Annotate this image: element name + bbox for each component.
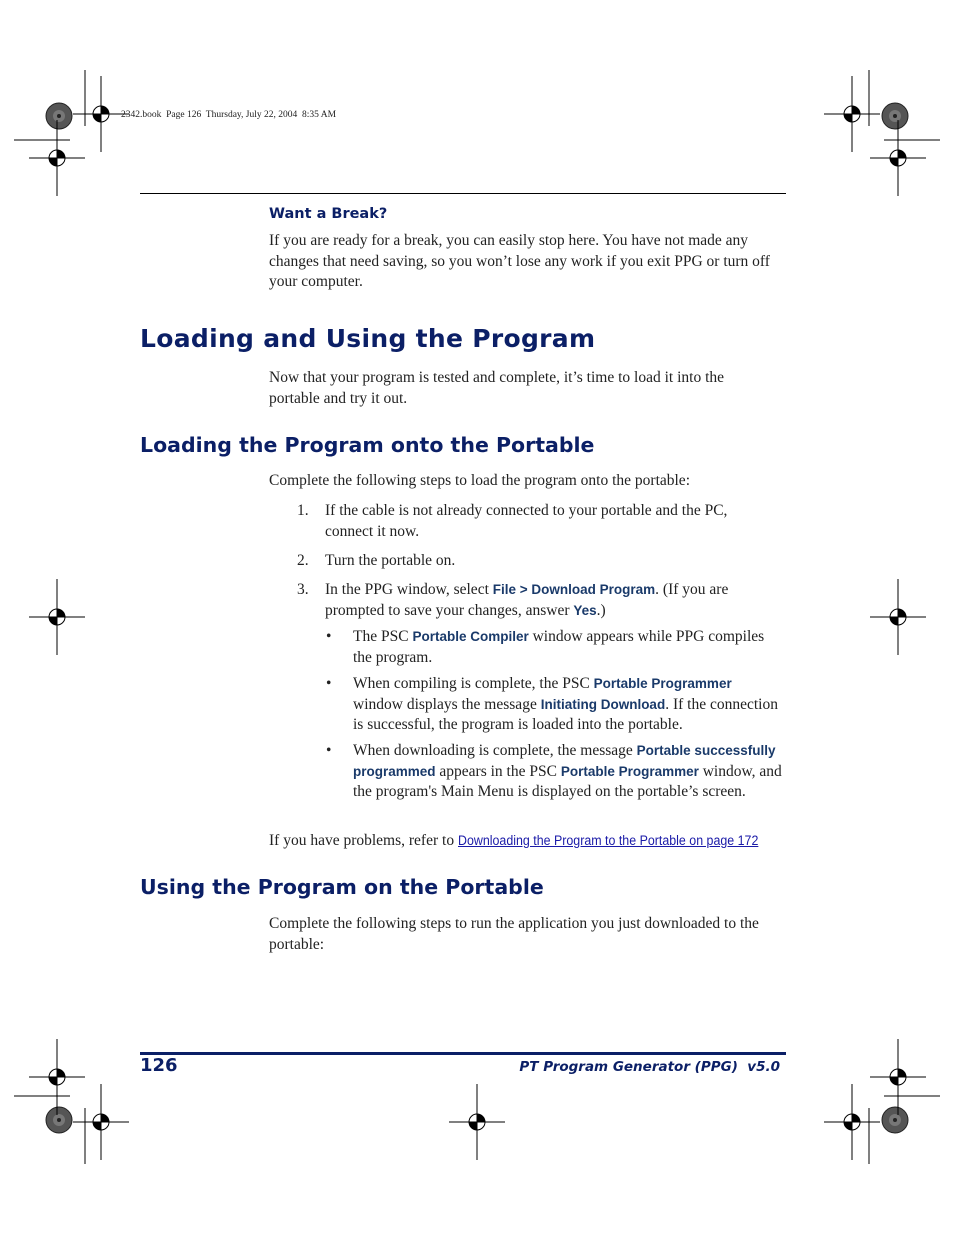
crosshair-icon [870, 579, 926, 655]
main-intro: Now that your program is tested and complete, it’s time to load it into the portable and try it out. [269, 369, 725, 407]
step-number: 3. [297, 581, 309, 598]
bullet-icon: • [326, 628, 332, 645]
bullet-text-c: . If the connection is successful, the program is loaded into the portable. [353, 695, 778, 733]
crosshair-icon [29, 120, 85, 196]
crosshair-icon [870, 120, 926, 196]
file-stamp: 2342.book Page 126 Thursday, July 22, 2004 8:35 AM [121, 110, 337, 120]
crosshair-icon [449, 1084, 505, 1160]
step-number: 2. [297, 552, 309, 569]
page-number: 126 [140, 1055, 178, 1076]
menu-path: File > Download Program [492, 582, 656, 597]
crosshair-icon [824, 76, 880, 152]
step-text-a: In the PPG window, select [325, 581, 493, 598]
bullet-text [353, 627, 785, 668]
break-heading: Want a Break? [269, 206, 388, 222]
registration-star-icon [46, 1107, 72, 1133]
crosshair-icon [73, 1084, 129, 1160]
cross-reference-link[interactable]: Downloading the Program to the Portable on page 172 [457, 833, 759, 848]
bullet-text [353, 741, 785, 803]
step-text: Turn the portable on. [325, 552, 456, 569]
message-text: Initiating Download [540, 696, 666, 712]
bullet-text-a: The PSC [353, 628, 413, 645]
bullet-icon: • [326, 742, 332, 759]
registration-star-icon [46, 103, 72, 129]
bullet-text-a: When compiling is complete, the PSC [353, 675, 594, 692]
using-intro: Complete the following steps to run the application you just downloaded to the portable: [269, 915, 759, 953]
crosshair-icon [29, 1039, 85, 1115]
window-name: Portable Compiler [412, 629, 529, 644]
footer-title: PT Program Generator (PPG) v5.0 [519, 1059, 780, 1075]
top-rule [140, 193, 786, 194]
loading-intro: Complete the following steps to load the program onto the portable: [269, 472, 690, 489]
bullet-text-a: When downloading is complete, the message [353, 742, 637, 759]
step-text-b: . (If you are prompted to save your changes, answer [325, 581, 729, 619]
step-text [325, 580, 765, 621]
bullet-text-b: window displays the message [353, 695, 541, 713]
step-text-c: .) [596, 601, 606, 619]
problems-line [269, 831, 789, 852]
crosshair-icon [824, 1084, 880, 1160]
registration-star-icon [882, 1107, 908, 1133]
bullet-text-c: window, and the program's Main Menu is displayed on the portable’s screen. [353, 762, 782, 800]
window-name: Portable Programmer [560, 763, 699, 779]
answer-yes: Yes [573, 602, 597, 618]
step-text: If the cable is not already connected to your portable and the PC, connect it now. [325, 502, 728, 540]
message-text: Portable successfully programmed [353, 743, 776, 779]
footer-rule [140, 1052, 786, 1055]
page-title: Loading and Using the Program [140, 324, 596, 353]
registration-star-icon [882, 103, 908, 129]
bullet-text [353, 674, 785, 736]
crosshair-icon [29, 579, 85, 655]
break-body: If you are ready for a break, you can easily stop here. You have not made any changes that need saving, so you won’t lose any work if you exit PPG or turn off your computer. [269, 232, 770, 290]
bullet-icon: • [326, 675, 332, 692]
crosshair-icon [870, 1039, 926, 1115]
loading-heading: Loading the Program onto the Portable [140, 433, 595, 457]
step-number: 1. [297, 502, 309, 519]
bullet-text-b: appears in the PSC [435, 762, 561, 780]
bullet-text-b: window appears while PPG compiles the program. [353, 628, 765, 666]
window-name: Portable Programmer [593, 676, 732, 691]
using-heading: Using the Program on the Portable [140, 875, 544, 899]
problems-prefix: If you have problems, refer to [269, 832, 458, 849]
